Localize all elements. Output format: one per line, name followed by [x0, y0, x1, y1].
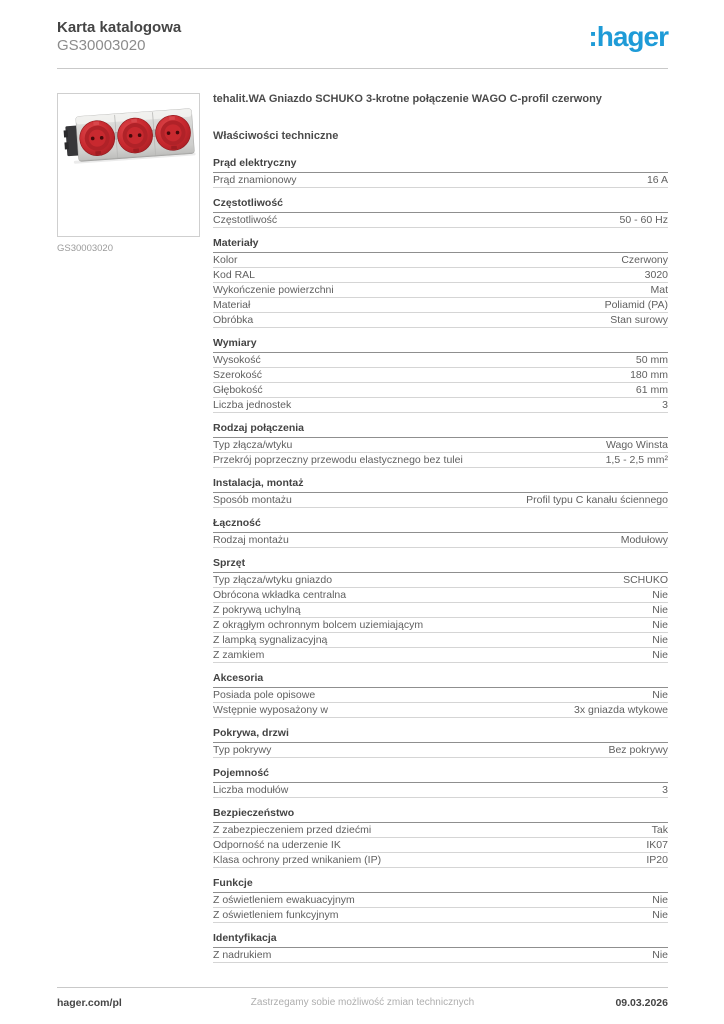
spec-row — [213, 283, 668, 298]
spec-label: Z oświetleniem funkcyjnym — [213, 909, 339, 921]
spec-value: 3 — [662, 399, 668, 411]
spec-section — [213, 728, 668, 758]
spec-row — [213, 268, 668, 283]
spec-section-title: Łączność — [213, 518, 668, 533]
spec-value: 3020 — [644, 269, 668, 281]
spec-value: Mat — [650, 284, 668, 296]
spec-label: Przekrój poprzeczny przewodu elastycznego bez tulei — [213, 454, 463, 466]
footer-date: 09.03.2026 — [615, 997, 668, 1009]
spec-row — [213, 743, 668, 758]
spec-value: 3x gniazda wtykowe — [574, 704, 668, 716]
product-title: tehalit.WA Gniazdo SCHUKO 3-krotne połączenie WAGO C-profil czerwony — [213, 93, 602, 105]
spec-value: 1,5 - 2,5 mm² — [605, 454, 668, 466]
spec-row — [213, 533, 668, 548]
spec-label: Wysokość — [213, 354, 261, 366]
spec-label: Typ złącza/wtyku — [213, 439, 293, 451]
spec-row — [213, 853, 668, 868]
spec-section-title: Pojemność — [213, 768, 668, 783]
spec-label: Posiada pole opisowe — [213, 689, 316, 701]
spec-section — [213, 238, 668, 328]
spec-value: 180 mm — [630, 369, 668, 381]
document-footer — [57, 997, 668, 1009]
document-type-title: Karta katalogowa — [57, 19, 182, 36]
header-divider — [57, 68, 668, 69]
spec-label: Z zamkiem — [213, 649, 265, 661]
spec-section-title: Materiały — [213, 238, 668, 253]
product-image-frame — [57, 93, 200, 237]
spec-row — [213, 893, 668, 908]
spec-section-title: Identyfikacja — [213, 933, 668, 948]
spec-row — [213, 603, 668, 618]
spec-label: Wykończenie powierzchni — [213, 284, 334, 296]
spec-row — [213, 823, 668, 838]
technical-properties-heading: Właściwości techniczne — [213, 130, 339, 142]
spec-section — [213, 198, 668, 228]
spec-section — [213, 518, 668, 548]
spec-row — [213, 368, 668, 383]
product-code: GS30003020 — [57, 37, 146, 54]
spec-row — [213, 588, 668, 603]
spec-label: Rodzaj montażu — [213, 534, 289, 546]
spec-value: Nie — [652, 604, 668, 616]
spec-section-title: Częstotliwość — [213, 198, 668, 213]
spec-row — [213, 703, 668, 718]
spec-row — [213, 783, 668, 798]
spec-row — [213, 253, 668, 268]
spec-value: Tak — [651, 824, 668, 836]
spec-section — [213, 478, 668, 508]
spec-row — [213, 213, 668, 228]
spec-row — [213, 353, 668, 368]
spec-label: Z okrągłym ochronnym bolcem uziemiającym — [213, 619, 424, 631]
spec-row — [213, 688, 668, 703]
spec-label: Z zabezpieczeniem przed dziećmi — [213, 824, 372, 836]
spec-label: Z nadrukiem — [213, 949, 272, 961]
spec-value: 16 A — [646, 174, 668, 186]
hager-logo: :hager — [588, 21, 668, 52]
spec-row — [213, 618, 668, 633]
spec-label: Obrócona wkładka centralna — [213, 589, 347, 601]
spec-section — [213, 158, 668, 188]
spec-value: Nie — [652, 649, 668, 661]
spec-label: Częstotliwość — [213, 214, 278, 226]
spec-section-title: Sprzęt — [213, 558, 668, 573]
document-header — [57, 19, 668, 55]
spec-label: Z oświetleniem ewakuacyjnym — [213, 894, 355, 906]
spec-row — [213, 948, 668, 963]
spec-row — [213, 313, 668, 328]
spec-value: Czerwony — [621, 254, 668, 266]
product-image-caption: GS30003020 — [57, 243, 113, 254]
spec-label: Liczba jednostek — [213, 399, 292, 411]
spec-value: Nie — [652, 634, 668, 646]
spec-value: Nie — [652, 689, 668, 701]
spec-label: Z lampką sygnalizacyjną — [213, 634, 328, 646]
spec-label: Kolor — [213, 254, 238, 266]
spec-value: 61 mm — [635, 384, 668, 396]
spec-label: Z pokrywą uchylną — [213, 604, 301, 616]
spec-row — [213, 908, 668, 923]
spec-value: 3 — [662, 784, 668, 796]
spec-row — [213, 438, 668, 453]
spec-value: Wago Winsta — [605, 439, 668, 451]
spec-value: IK07 — [646, 839, 668, 851]
spec-value: Nie — [652, 909, 668, 921]
spec-value: Poliamid (PA) — [604, 299, 668, 311]
spec-label: Sposób montażu — [213, 494, 292, 506]
spec-label: Wstępnie wyposażony w — [213, 704, 328, 716]
spec-section-title: Prąd elektryczny — [213, 158, 668, 173]
spec-sections — [213, 158, 668, 963]
spec-row — [213, 573, 668, 588]
spec-value: 50 - 60 Hz — [619, 214, 668, 226]
footer-disclaimer: Zastrzegamy sobie możliwość zmian technicznych — [250, 997, 475, 1008]
spec-section — [213, 558, 668, 663]
spec-row — [213, 453, 668, 468]
spec-label: Głębokość — [213, 384, 263, 396]
spec-section-title: Funkcje — [213, 878, 668, 893]
spec-row — [213, 648, 668, 663]
footer-divider — [57, 987, 668, 988]
spec-row — [213, 383, 668, 398]
spec-section-title: Bezpieczeństwo — [213, 808, 668, 823]
spec-value: Nie — [652, 894, 668, 906]
spec-label: Materiał — [213, 299, 251, 311]
spec-section-title: Instalacja, montaż — [213, 478, 668, 493]
spec-value: Profil typu C kanału ściennego — [526, 494, 668, 506]
spec-label: Typ pokrywy — [213, 744, 272, 756]
spec-value: Modułowy — [620, 534, 668, 546]
spec-section-title: Wymiary — [213, 338, 668, 353]
spec-section-title: Pokrywa, drzwi — [213, 728, 668, 743]
spec-value: Nie — [652, 589, 668, 601]
spec-section — [213, 423, 668, 468]
spec-section — [213, 878, 668, 923]
spec-row — [213, 298, 668, 313]
spec-row — [213, 173, 668, 188]
spec-section — [213, 673, 668, 718]
hager-website-link[interactable]: hager.com/pl — [57, 997, 122, 1009]
spec-label: Kod RAL — [213, 269, 256, 281]
spec-value: Stan surowy — [610, 314, 668, 326]
spec-row — [213, 633, 668, 648]
spec-row — [213, 398, 668, 413]
spec-column — [213, 93, 668, 963]
spec-label: Obróbka — [213, 314, 254, 326]
spec-row — [213, 838, 668, 853]
spec-section — [213, 808, 668, 868]
spec-section — [213, 933, 668, 963]
spec-value: SCHUKO — [623, 574, 668, 586]
spec-section — [213, 768, 668, 798]
spec-value: 50 mm — [635, 354, 668, 366]
spec-label: Liczba modułów — [213, 784, 289, 796]
spec-section-title: Akcesoria — [213, 673, 668, 688]
spec-label: Szerokość — [213, 369, 263, 381]
spec-value: Bez pokrywy — [608, 744, 668, 756]
spec-section — [213, 338, 668, 413]
spec-label: Odporność na uderzenie IK — [213, 839, 341, 851]
spec-label: Typ złącza/wtyku gniazdo — [213, 574, 333, 586]
spec-value: Nie — [652, 949, 668, 961]
spec-row — [213, 493, 668, 508]
spec-label: Klasa ochrony przed wnikaniem (IP) — [213, 854, 382, 866]
spec-value: Nie — [652, 619, 668, 631]
spec-section-title: Rodzaj połączenia — [213, 423, 668, 438]
spec-value: IP20 — [646, 854, 668, 866]
product-image — [58, 94, 199, 236]
spec-label: Prąd znamionowy — [213, 174, 297, 186]
